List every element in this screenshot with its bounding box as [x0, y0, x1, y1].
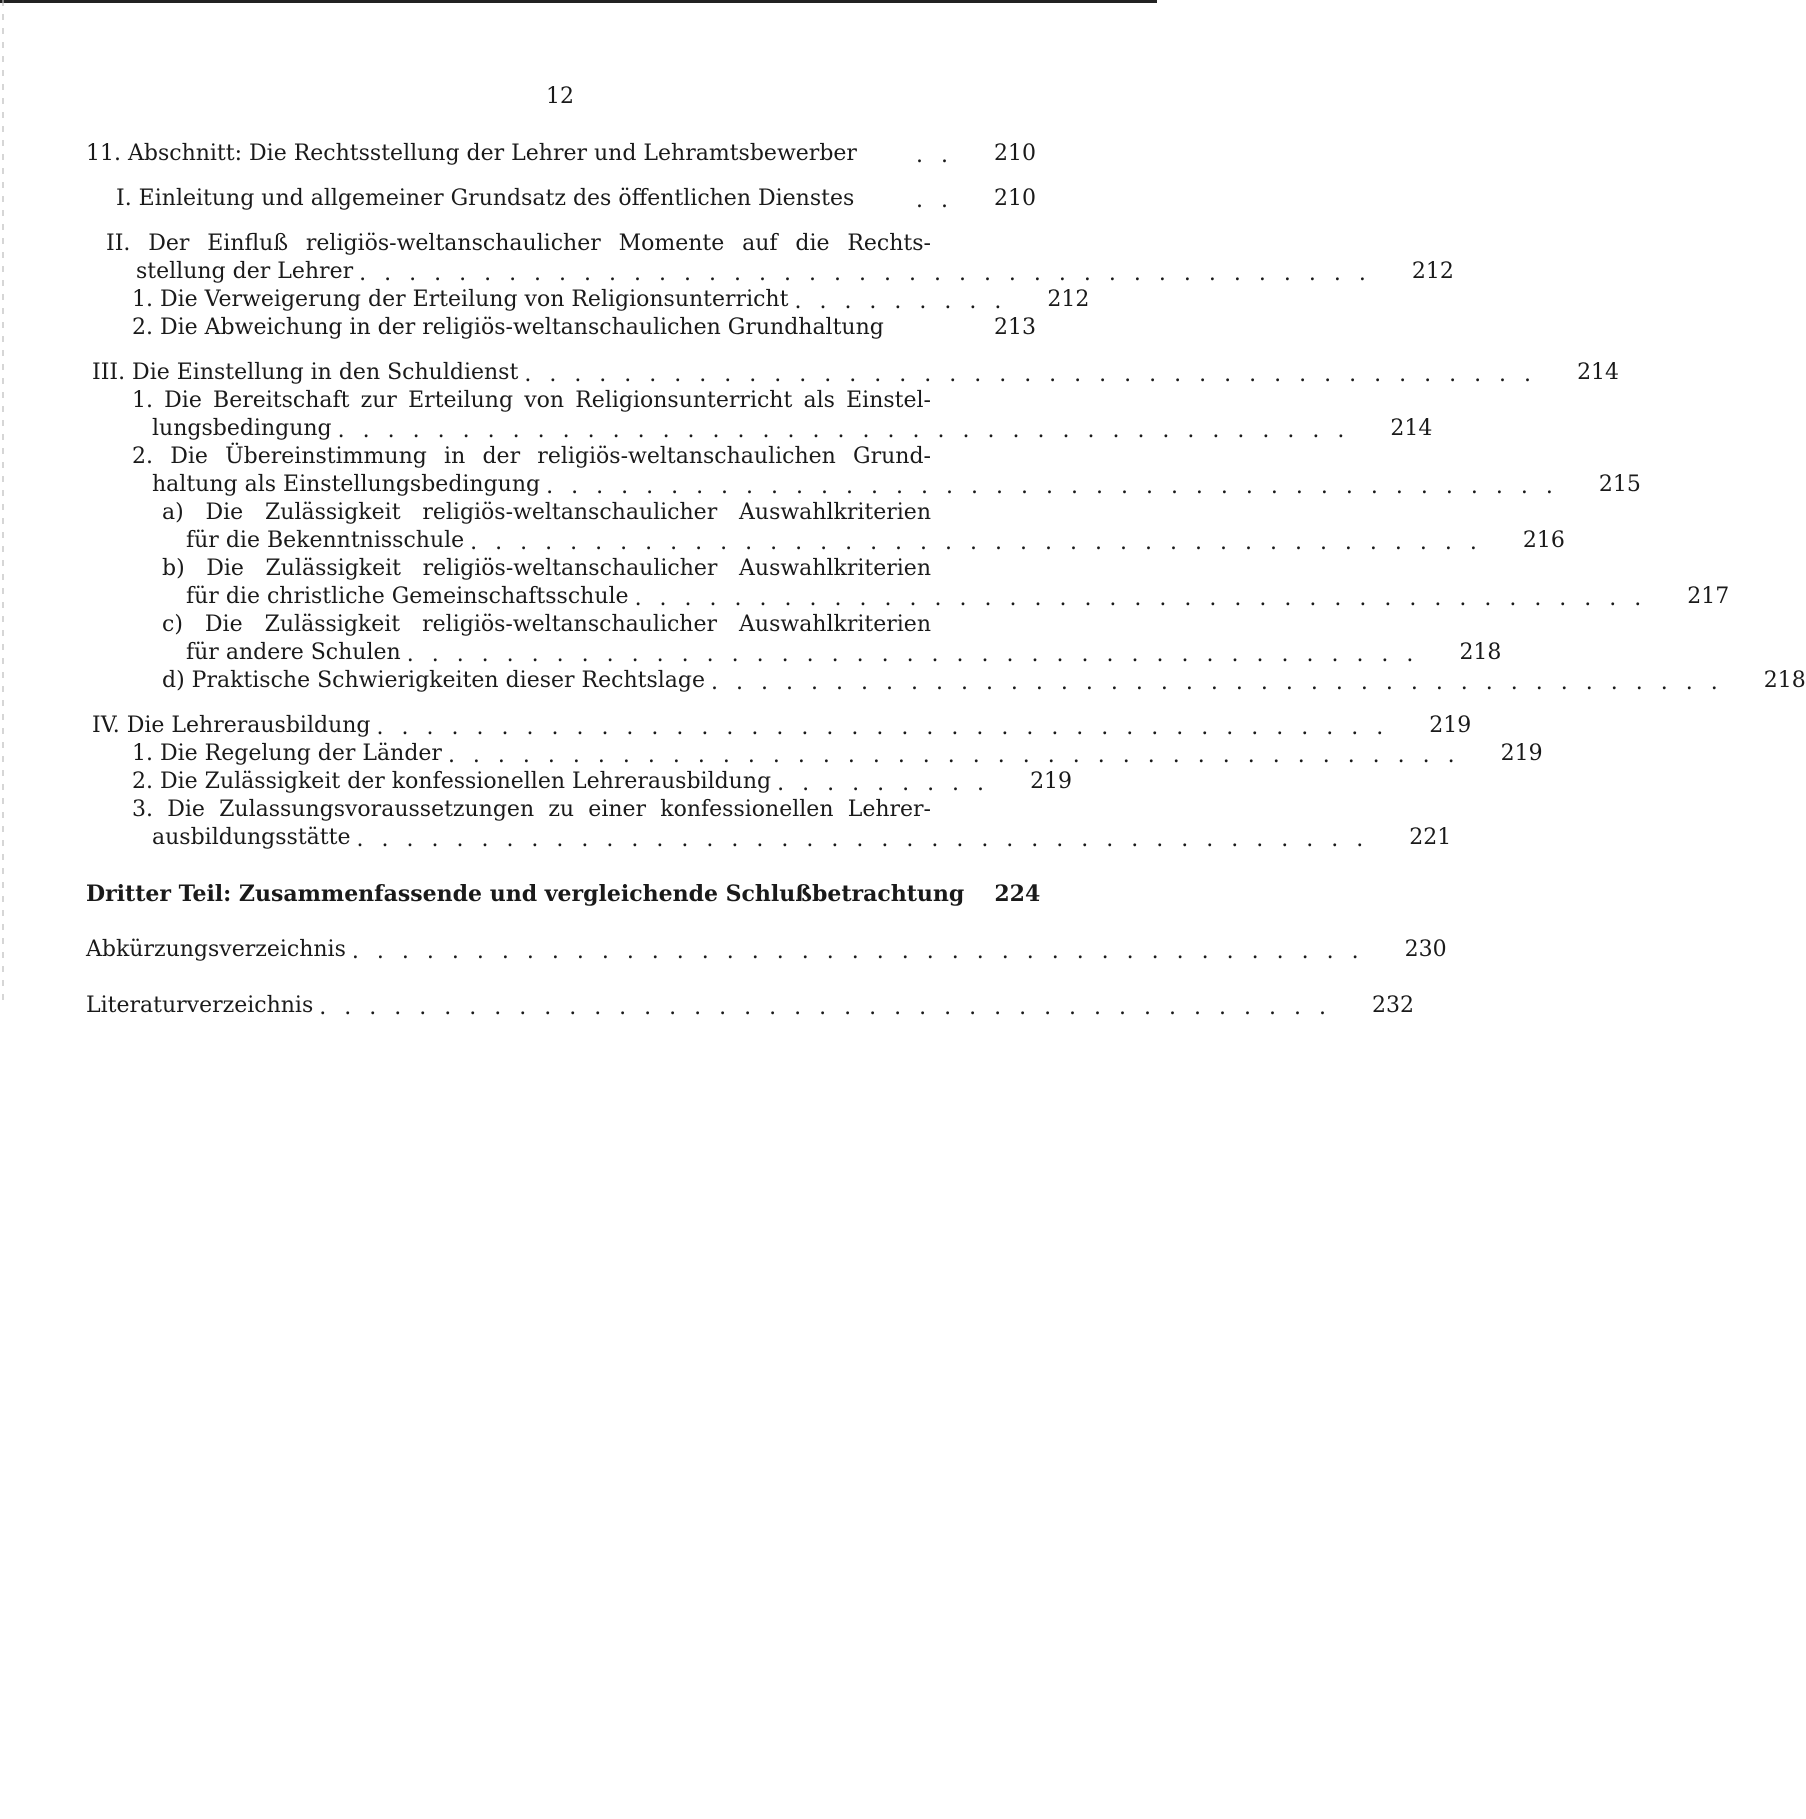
toc-entry-continuation[interactable]	[86, 258, 1454, 286]
toc-entry-page: 221	[1409, 825, 1452, 850]
toc-entry-title: ausbildungsstätte	[152, 824, 356, 852]
toc-entry-page: 217	[1687, 584, 1730, 609]
toc-entry-continuation[interactable]	[86, 415, 1433, 443]
toc-entry-page: 212	[1047, 287, 1090, 312]
toc-entry[interactable]	[86, 936, 1447, 964]
leader-dots: .........................................	[337, 418, 1363, 443]
toc-entry-continuation[interactable]	[86, 583, 1730, 611]
leader-dots: .........................................	[351, 939, 1377, 964]
toc-entry-continuation[interactable]	[86, 471, 1641, 499]
page-number: 12	[546, 84, 574, 109]
toc-entry-continuation[interactable]	[86, 527, 1565, 555]
toc-entry[interactable]	[86, 611, 1036, 639]
toc-entry-page: 219	[1429, 713, 1472, 738]
toc-entry-page: 232	[1372, 993, 1414, 1018]
toc-entry-title: 11. Abschnitt: Die Rechtsstellung der Lehrer und Lehramtsbewerber	[86, 140, 863, 168]
toc-entry-page: 219	[1500, 741, 1543, 766]
leader-dots: ..	[916, 188, 966, 213]
toc-entry[interactable]	[86, 740, 1543, 768]
toc-entry-title: 2. Die Zulässigkeit der konfessionellen Lehrerausbildung	[132, 768, 777, 796]
toc-entry-page: 210	[994, 186, 1036, 211]
toc-entry[interactable]	[86, 992, 1414, 1020]
leader-dots: .........................................	[524, 362, 1550, 387]
toc-entry-page: 210	[994, 141, 1036, 166]
toc-entry[interactable]	[86, 443, 1036, 471]
toc-entry-title: 1. Die Regelung der Länder	[132, 740, 448, 768]
leader-dots: .........................................	[406, 642, 1432, 667]
toc-entry-page: 216	[1522, 528, 1565, 553]
toc-entry[interactable]	[86, 667, 1806, 695]
toc-entry-page: 219	[1030, 769, 1073, 794]
toc-entry-title: Literaturverzeichnis	[86, 992, 319, 1020]
toc-entry-title: I. Einleitung und allgemeiner Grundsatz des öffentlichen Dienstes	[116, 185, 860, 213]
toc-entry-title: b) Die Zulässigkeit religiös-weltanschaulicher Auswahlkriterien	[162, 555, 937, 583]
toc-entry-title: 2. Die Übereinstimmung in der religiös-weltanschaulichen Grund-	[132, 443, 937, 471]
toc-entry[interactable]	[86, 712, 1472, 740]
toc-entry[interactable]	[86, 230, 1036, 258]
toc-entry[interactable]	[86, 499, 1036, 527]
leader-dots: .........................................	[447, 743, 1473, 768]
toc-entry-title: 3. Die Zulassungsvoraussetzungen zu einer konfessionellen Lehrer-	[132, 796, 937, 824]
toc-entry-title: c) Die Zulässigkeit religiös-weltanschaulicher Auswahlkriterien	[162, 611, 937, 639]
toc-entry-page: 230	[1404, 937, 1447, 962]
toc-entry[interactable]	[86, 387, 1036, 415]
toc-entry[interactable]	[86, 314, 1036, 342]
leader-dots: .........	[794, 289, 1020, 314]
toc-entry-page: 214	[1577, 360, 1620, 385]
scan-edge	[2, 0, 4, 1000]
toc-entry-continuation[interactable]	[86, 824, 1452, 852]
toc-entry[interactable]	[86, 140, 1036, 168]
toc-entry-title: 2. Die Abweichung in der religiös-weltanschaulichen Grundhaltung	[132, 314, 890, 342]
toc-entry-title: II. Der Einfluß religiös-weltanschaulicher Momente auf die Rechts-	[106, 230, 937, 258]
leader-dots: .........................................	[546, 474, 1571, 499]
leader-dots: .........................................	[356, 827, 1382, 852]
toc-entry[interactable]	[86, 768, 1073, 796]
toc-entry-title: d) Praktische Schwierigkeiten dieser Rechtslage	[162, 667, 711, 695]
toc-entry[interactable]	[86, 286, 1090, 314]
toc-entry-title: stellung der Lehrer	[136, 258, 359, 286]
table-of-contents	[86, 140, 1806, 1020]
toc-entry-title: a) Die Zulässigkeit religiös-weltanschaulicher Auswahlkriterien	[162, 499, 937, 527]
toc-entry-title: 1. Die Bereitschaft zur Erteilung von Religionsunterricht als Einstel-	[132, 387, 937, 415]
toc-entry-title: 1. Die Verweigerung der Erteilung von Religionsunterricht	[132, 286, 794, 314]
toc-entry-page: 218	[1459, 640, 1502, 665]
leader-dots: ..	[916, 143, 966, 168]
toc-entry-title: für die christliche Gemeinschaftsschule	[186, 583, 635, 611]
top-border	[0, 0, 1157, 3]
toc-entry[interactable]	[86, 185, 1036, 213]
toc-entry[interactable]	[86, 796, 1036, 824]
toc-entry-title: IV. Die Lehrerausbildung	[92, 712, 377, 740]
leader-dots: .........................................	[470, 530, 1495, 555]
toc-entry-page: 212	[1411, 259, 1454, 284]
toc-entry-title: für die Bekenntnisschule	[186, 527, 470, 555]
toc-entry-title: Dritter Teil: Zusammenfassende und vergleichende Schlußbetrachtung	[86, 880, 970, 908]
toc-entry-title: lungsbedingung	[152, 415, 338, 443]
leader-dots: .........	[777, 771, 1003, 796]
leader-dots: .........................................	[634, 586, 1660, 611]
leader-dots: .........................................	[376, 715, 1402, 740]
toc-entry[interactable]	[86, 880, 1041, 908]
toc-entry-title: Abkürzungsverzeichnis	[86, 936, 352, 964]
leader-dots: .........................................	[359, 261, 1384, 286]
toc-entry-page: 214	[1390, 416, 1433, 441]
toc-entry-title: III. Die Einstellung in den Schuldienst	[92, 359, 524, 387]
toc-entry-page: 218	[1763, 668, 1806, 693]
leader-dots: .........................................	[319, 995, 1344, 1020]
leader-dots: .........................................	[711, 670, 1736, 695]
toc-entry-title: haltung als Einstellungsbedingung	[152, 471, 546, 499]
toc-entry-continuation[interactable]	[86, 639, 1502, 667]
toc-entry[interactable]	[86, 359, 1620, 387]
toc-entry-page: 215	[1598, 472, 1641, 497]
toc-entry-page: 213	[994, 315, 1036, 340]
toc-entry-page: 224	[994, 881, 1041, 907]
toc-entry-title: für andere Schulen	[186, 639, 407, 667]
toc-entry[interactable]	[86, 555, 1036, 583]
